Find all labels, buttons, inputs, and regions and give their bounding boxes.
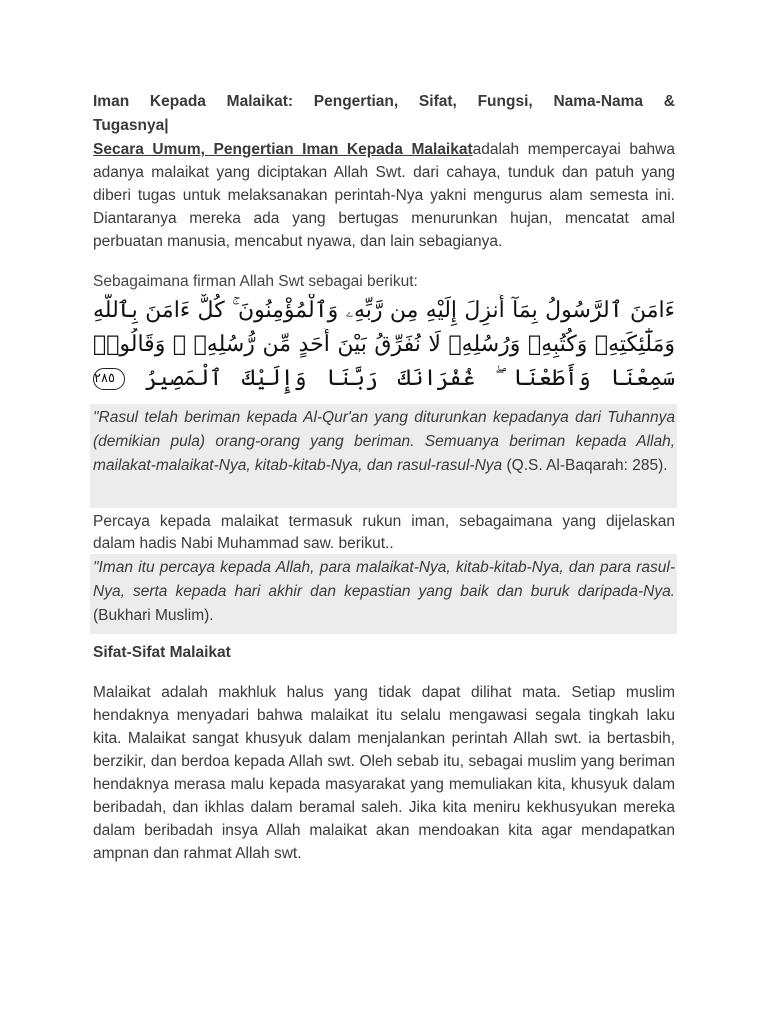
section-heading-sifat: Sifat-Sifat Malaikat bbox=[93, 644, 231, 661]
arabic-verse-line-1: ءَامَنَ ٱلرَّسُولُ بِمَآ أُنزِلَ إِلَيْهِ مِن رَّبِّهِۦ وَٱلْمُؤْمِنُونَ ۚ كُلٌّ ءَامَنَ بِٱللَّهِ bbox=[93, 298, 675, 323]
verse-intro-text: Sebagaimana firman Allah Swt sebagai berikut: bbox=[93, 273, 418, 290]
hadith-text: "Iman itu percaya kepada Allah, para malaikat-Nya, kitab-kitab-Nya, dan para rasul-Nya, serta kepada hari akhir dan kepastian yang baik dan buruk daripada-Nya. bbox=[93, 559, 675, 600]
intro-paragraph bbox=[93, 138, 675, 253]
quran-reference: (Q.S. Al-Baqarah: 285). bbox=[502, 457, 668, 474]
intro-text: adalah mempercayai bahwa adanya malaikat yang diciptakan Allah Swt. dari cahaya, tunduk dan patuh yang diberi tugas untuk melaksanakan perintah-Nya yakni mengurus alam semesta ini. Diantaranya mereka ada yang bertugas menurunkan hujan, mencatat amal perbuatan manusia, mencabut nyawa, dan lain sebagianya. bbox=[93, 141, 675, 250]
hadith-reference: (Bukhari Muslim). bbox=[93, 607, 214, 624]
hadith-box bbox=[90, 554, 677, 634]
sifat-paragraph: Malaikat adalah makhluk halus yang tidak dapat dilihat mata. Setiap muslim hendaknya menyadari bahwa malaikat itu selalu mengawasi segala tingkah laku kita. Malaikat sangat khusyuk dalam menjalankan perintah Allah swt. ia bertasbih, berzikir, dan berdoa kepada Allah swt. Oleh sebab itu, sebagai muslim yang beriman hendaknya merasa malu kepada masyarakat yang memuliakan kita, khusyuk dalam beribadah, dan ikhlas dalam beramal saleh. Jika kita meniru kekhusyukan mereka dalam beribadah insya Allah malaikat akan mendoakan kita agar mendapatkan ampnan dan rahmat Allah swt. bbox=[93, 684, 675, 862]
verse-number-marker: ٢٨٥ bbox=[93, 368, 125, 390]
arabic-verse-line-3-text: سَمِعْنَا وَأَطَعْنَا ۖ غُفْرَانَكَ رَبَّنَا وَإِلَيْكَ ٱلْمَصِيرُ bbox=[144, 366, 675, 391]
arabic-verse bbox=[93, 294, 675, 402]
hadith-quote bbox=[90, 554, 677, 628]
quran-translation bbox=[90, 404, 677, 478]
page-title: Iman Kepada Malaikat: Pengertian, Sifat, Fungsi, Nama-Nama & Tugasnya| bbox=[93, 93, 675, 134]
quran-translation-text: "Rasul telah beriman kepada Al-Qur'an yang diturunkan kepadanya dari Tuhannya (demikian pula) orang-orang yang beriman. Semuanya beriman kepada Allah, mailakat-malaikat-Nya, kitab-kitab-Nya, dan rasul-rasul-Nya bbox=[93, 409, 675, 474]
arabic-verse-line-3 bbox=[93, 362, 675, 396]
percaya-paragraph: Percaya kepada malaikat termasuk rukun iman, sebagaimana yang dijelaskan dalam hadis Nabi Muhammad saw. berikut.. bbox=[93, 513, 675, 552]
quran-translation-box bbox=[90, 404, 677, 508]
intro-lead-link[interactable]: Secara Umum, Pengertian Iman Kepada Malaikat bbox=[93, 141, 473, 158]
arabic-verse-line-2: وَمَلَٰٓئِكَتِهِۦ وَكُتُبِهِۦ وَرُسُلِهِۦ لَا نُفَرِّقُ بَيْنَ أَحَدٍ مِّن رُّسُلِهِۦ ۚ وَقَالُوا۟ bbox=[93, 332, 675, 357]
